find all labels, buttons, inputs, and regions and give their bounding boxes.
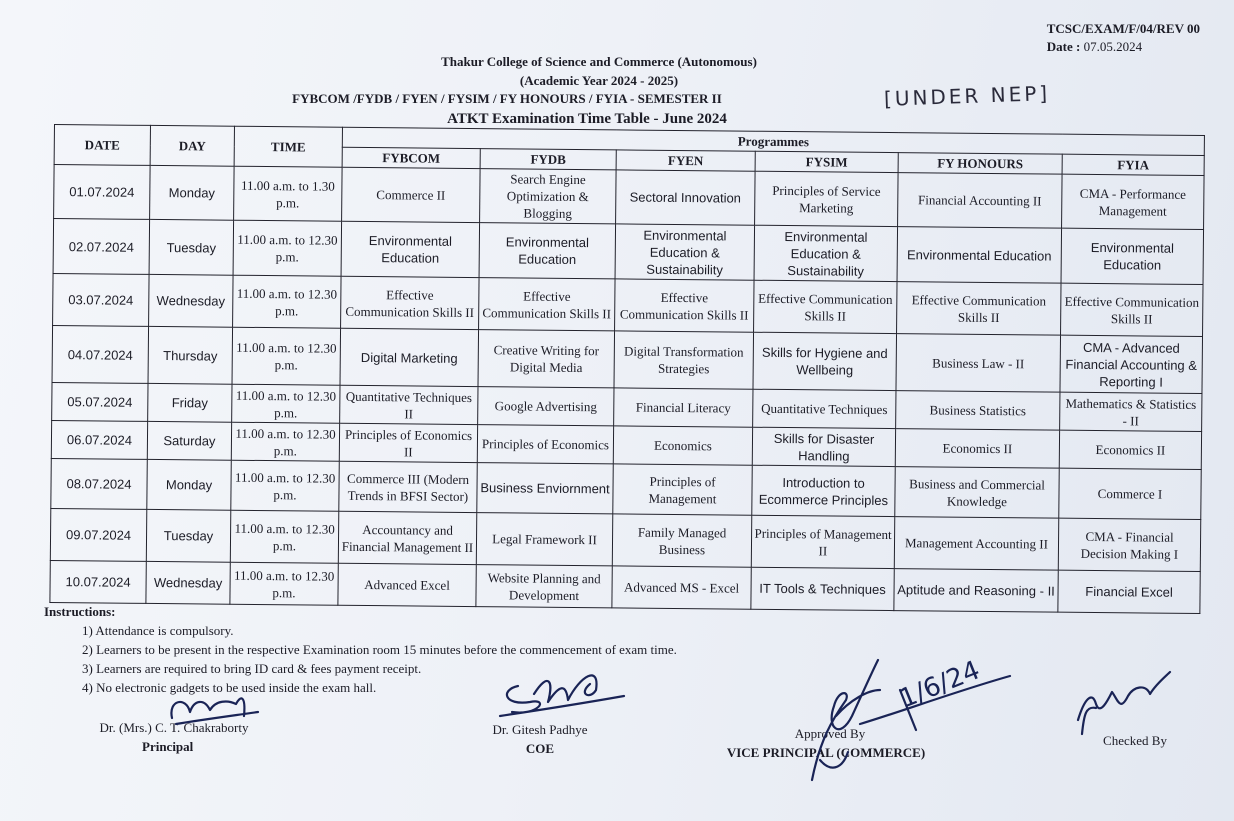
programme-header-fysim: FYSIM	[755, 151, 898, 172]
subject-cell-fybcom: Principles of Economics II	[339, 423, 477, 462]
day-cell: Tuesday	[149, 219, 234, 275]
checked-by-label: Checked By	[1103, 733, 1167, 748]
day-column-header: DAY	[150, 125, 234, 166]
programme-header-fy-honours: FY HONOURS	[898, 153, 1062, 175]
subject-cell-fybcom: Effective Communication Skills II	[341, 276, 479, 329]
date-cell: 01.07.2024	[54, 165, 151, 220]
subject-cell-fysim: Introduction to Ecommerce Principles	[752, 465, 895, 516]
time-cell: 11.00 a.m. to 12.30 p.m.	[232, 327, 341, 385]
subject-cell-fysim: Skills for Disaster Handling	[752, 427, 895, 466]
instruction-item: 2) Learners to be present in the respective Examination room 15 minutes before the commencement of exam time.	[82, 642, 677, 657]
subject-cell-fyen: Digital Transformation Strategies	[614, 331, 754, 389]
subject-cell-fysim: Effective Communication Skills II	[754, 280, 897, 333]
subject-cell-fyia: CMA - Advanced Financial Accounting & Reporting I	[1060, 335, 1203, 393]
day-cell: Monday	[150, 165, 235, 220]
subject-cell-fyia: Economics II	[1059, 430, 1201, 469]
time-cell: 11.00 a.m. to 12.30 p.m.	[233, 275, 341, 328]
handwritten-nep-note: [UNDER NEP]	[883, 81, 1051, 111]
subject-cell-fy-honours: Environmental Education	[897, 227, 1062, 284]
time-cell: 11.00 a.m. to 1.30 p.m.	[234, 166, 343, 221]
time-cell: 11.00 a.m. to 12.30 p.m.	[230, 510, 338, 563]
day-cell: Saturday	[147, 421, 231, 460]
programme-header-fyia: FYIA	[1062, 154, 1204, 175]
vice-principal-signature	[812, 660, 916, 780]
vice-principal-role: VICE PRINCIPAL (COMMERCE)	[726, 745, 926, 760]
date-cell: 06.07.2024	[51, 420, 147, 459]
subject-cell-fybcom: Accountancy and Financial Management II	[338, 511, 476, 564]
date-column-header: DATE	[54, 125, 150, 166]
subject-cell-fybcom: Digital Marketing	[340, 328, 479, 386]
coe-signatory	[470, 720, 610, 758]
subject-cell-fybcom: Commerce II	[342, 167, 481, 222]
subject-cell-fyen: Advanced MS - Excel	[612, 566, 751, 609]
issue-date-label: Date :	[1046, 39, 1081, 54]
principal-name: Dr. (Mrs.) C. T. Chakraborty	[99, 720, 249, 735]
instruction-item: 3) Learners are required to bring ID card & fees payment receipt.	[82, 661, 422, 676]
subject-cell-fy-honours: Management Accounting II	[894, 517, 1058, 571]
time-cell: 11.00 a.m. to 12.30 p.m.	[230, 562, 338, 605]
time-cell: 11.00 a.m. to 12.30 p.m.	[233, 220, 342, 276]
time-cell: 11.00 a.m. to 12.30 p.m.	[231, 460, 339, 511]
subject-cell-fy-honours: Financial Accounting II	[898, 173, 1063, 229]
subject-cell-fysim: Principles of Management II	[751, 515, 894, 568]
coe-role: COE	[525, 741, 555, 756]
date-cell: 02.07.2024	[53, 219, 150, 275]
subject-cell-fydb: Principles of Economics	[477, 425, 613, 464]
subject-cell-fyen: Family Managed Business	[612, 514, 751, 567]
timetable-title: ATKT Examination Time Table - June 2024	[447, 111, 727, 127]
subject-cell-fydb: Legal Framework II	[476, 513, 612, 566]
subject-cell-fydb: Business Enviornment	[477, 463, 613, 514]
subject-cell-fydb: Creative Writing for Digital Media	[478, 330, 615, 388]
subject-cell-fy-honours: Business and Commercial Knowledge	[895, 467, 1059, 519]
programme-header-fydb: FYDB	[480, 149, 616, 170]
subject-cell-fydb: Website Planning and Development	[476, 565, 612, 608]
subject-cell-fyen: Economics	[613, 426, 752, 465]
subject-cell-fy-honours: Aptitude and Reasoning - II	[894, 569, 1058, 613]
day-cell: Wednesday	[149, 274, 233, 327]
principal-role: Principal	[142, 739, 194, 754]
subject-cell-fyia: Mathematics & Statistics - II	[1060, 392, 1202, 431]
handwritten-date: 1/6/24	[895, 655, 985, 715]
time-cell: 11.00 a.m. to 12.30 p.m.	[232, 384, 340, 423]
subject-cell-fysim: Skills for Hygiene and Wellbeing	[753, 332, 897, 390]
subject-cell-fybcom: Quantitative Techniques II	[340, 385, 478, 424]
checked-by-signature	[1078, 672, 1170, 734]
date-cell: 03.07.2024	[53, 273, 149, 326]
subject-cell-fy-honours: Business Statistics	[896, 391, 1060, 431]
timetable	[49, 124, 1205, 614]
subject-cell-fyia: Effective Communication Skills II	[1061, 283, 1204, 336]
day-cell: Wednesday	[146, 561, 230, 604]
subject-cell-fybcom: Advanced Excel	[338, 563, 476, 606]
day-cell: Monday	[147, 459, 231, 510]
date-cell: 05.07.2024	[52, 382, 148, 421]
checked-by-signatory	[1090, 731, 1180, 750]
subject-cell-fy-honours: Business Law - II	[896, 334, 1061, 393]
document-reference	[1047, 20, 1200, 56]
subject-cell-fybcom: Environmental Education	[341, 221, 480, 277]
subject-cell-fysim: IT Tools & Techniques	[751, 567, 894, 610]
subject-cell-fy-honours: Effective Communication Skills II	[897, 282, 1061, 336]
instructions	[44, 602, 677, 697]
instructions-list	[44, 621, 677, 697]
subject-cell-fysim: Principles of Service Marketing	[755, 171, 899, 226]
instruction-item: 4) No electronic gadgets to be used inside the exam hall.	[82, 680, 377, 695]
programmes-line: FYBCOM /FYDB / FYEN / FYSIM / FY HONOURS / FYIA - SEMESTER II	[292, 91, 722, 106]
subject-cell-fyen: Environmental Education & Sustainability	[615, 224, 755, 280]
date-cell: 04.07.2024	[52, 325, 149, 383]
day-cell: Tuesday	[146, 509, 230, 562]
time-cell: 11.00 a.m. to 12.30 p.m.	[231, 422, 339, 461]
subject-cell-fyia: Environmental Education	[1061, 228, 1204, 284]
subject-cell-fydb: Environmental Education	[479, 223, 616, 279]
subject-cell-fydb: Effective Communication Skills II	[479, 278, 615, 331]
subject-cell-fyia: Financial Excel	[1058, 570, 1200, 613]
issue-date-value: 07.05.2024	[1083, 39, 1143, 54]
subject-cell-fyen: Principles of Management	[613, 464, 752, 515]
vice-principal-underline	[860, 676, 1010, 724]
programme-header-fybcom: FYBCOM	[342, 147, 480, 168]
date-cell: 09.07.2024	[50, 508, 146, 561]
day-cell: Friday	[148, 383, 232, 422]
subject-cell-fyen: Financial Literacy	[614, 388, 753, 427]
subject-cell-fyen: Sectoral Innovation	[616, 170, 756, 225]
coe-name: Dr. Gitesh Padhye	[492, 722, 588, 737]
programmes-header: Programmes	[342, 127, 1204, 155]
time-column-header: TIME	[234, 126, 342, 167]
academic-year: (Academic Year 2024 - 2025)	[519, 73, 679, 88]
date-cell: 08.07.2024	[51, 458, 147, 509]
principal-signatory	[84, 718, 264, 756]
day-cell: Thursday	[148, 326, 233, 384]
subject-cell-fyen: Effective Communication Skills II	[615, 279, 754, 332]
subject-cell-fydb: Google Advertising	[478, 387, 614, 426]
instruction-item: 1) Attendance is compulsory.	[82, 623, 234, 638]
approved-by-label: Approved By	[794, 726, 866, 741]
form-code: TCSC/EXAM/F/04/REV 00	[1046, 21, 1200, 36]
college-name: Thakur College of Science and Commerce (Autonomous)	[441, 54, 757, 69]
vice-principal-signatory	[706, 724, 946, 762]
subject-cell-fydb: Search Engine Optimization & Blogging	[480, 169, 617, 224]
subject-cell-fy-honours: Economics II	[895, 429, 1059, 469]
date-cell: 10.07.2024	[50, 560, 146, 603]
instructions-title: Instructions:	[44, 604, 116, 619]
subject-cell-fysim: Environmental Education & Sustainability	[754, 225, 898, 281]
programme-header-fyen: FYEN	[616, 150, 755, 171]
subject-cell-fysim: Quantitative Techniques	[753, 389, 896, 428]
subject-cell-fyia: CMA - Financial Decision Making I	[1058, 518, 1201, 571]
subject-cell-fybcom: Commerce III (Modern Trends in BFSI Sector)	[339, 461, 477, 512]
subject-cell-fyia: Commerce I	[1059, 468, 1201, 519]
subject-cell-fyia: CMA - Performance Management	[1062, 174, 1205, 229]
